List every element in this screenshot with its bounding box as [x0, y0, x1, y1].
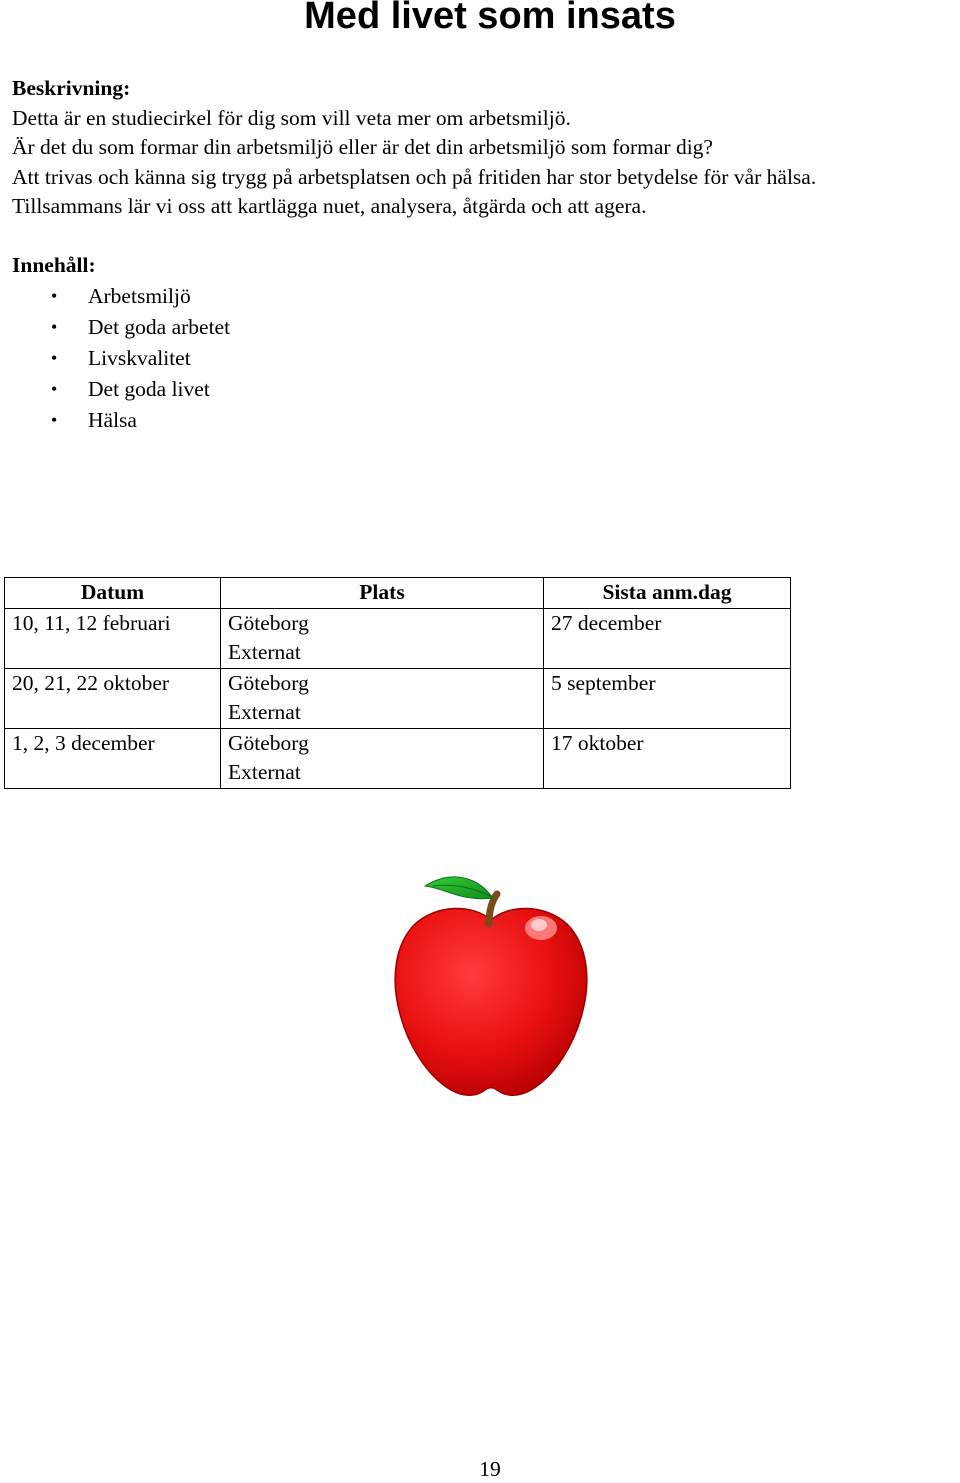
bullet-icon: •	[51, 379, 58, 399]
page-title: Med livet som insats	[304, 0, 676, 37]
cell-sista-anmdag: 17 oktober	[544, 728, 791, 788]
cell-plats	[221, 608, 544, 668]
cell-sista-anmdag: 5 september	[544, 668, 791, 728]
bullet-icon: •	[51, 286, 58, 306]
content-list	[12, 281, 230, 436]
list-item	[12, 374, 230, 405]
list-item	[12, 343, 230, 374]
table-row	[5, 608, 791, 668]
list-item	[12, 405, 230, 436]
description-line: Detta är en studiecirkel för dig som vill veta mer om arbetsmiljö.	[12, 105, 571, 130]
table-row	[5, 728, 791, 788]
list-item-label: Det goda arbetet	[88, 315, 231, 339]
content-heading: Innehåll:	[12, 253, 96, 277]
page-number: 19	[479, 1457, 501, 1481]
cell-datum: 1, 2, 3 december	[5, 728, 221, 788]
content-section	[12, 250, 230, 436]
list-item-label: Det goda livet	[88, 377, 210, 401]
table-header-row	[5, 578, 791, 609]
cell-sista-anmdag: 27 december	[544, 608, 791, 668]
list-item-label: Livskvalitet	[88, 346, 191, 370]
column-header-plats: Plats	[221, 578, 544, 609]
description-line: Att trivas och känna sig trygg på arbetsplatsen och på fritiden har stor betydelse för vår hälsa.	[12, 164, 817, 189]
bullet-icon: •	[51, 410, 58, 430]
column-header-datum: Datum	[5, 578, 221, 609]
plats-city: Göteborg	[228, 730, 309, 755]
list-item	[12, 312, 230, 343]
apple-leaf	[425, 877, 493, 899]
plats-city: Göteborg	[228, 670, 309, 695]
plats-type: Externat	[228, 640, 301, 664]
plats-city: Göteborg	[228, 610, 309, 635]
bullet-icon: •	[51, 348, 58, 368]
apple-body	[395, 908, 587, 1095]
cell-datum: 20, 21, 22 oktober	[5, 668, 221, 728]
description-heading: Beskrivning:	[12, 76, 131, 100]
apple-icon	[393, 868, 589, 1098]
list-item	[12, 281, 230, 312]
list-item-label: Hälsa	[88, 408, 137, 432]
cell-plats	[221, 728, 544, 788]
plats-type: Externat	[228, 700, 301, 724]
list-item-label: Arbetsmiljö	[88, 284, 191, 308]
description-line: Är det du som formar din arbetsmiljö eller är det din arbetsmiljö som formar dig?	[12, 135, 713, 159]
column-header-sista-anmdag: Sista anm.dag	[544, 578, 791, 609]
description-section	[12, 74, 957, 222]
cell-datum: 10, 11, 12 februari	[5, 608, 221, 668]
schedule-table	[4, 577, 791, 789]
plats-type: Externat	[228, 760, 301, 784]
description-line: Tillsammans lär vi oss att kartlägga nuet, analysera, åtgärda och att agera.	[12, 194, 647, 218]
bullet-icon: •	[51, 317, 58, 337]
table-row	[5, 668, 791, 728]
cell-plats	[221, 668, 544, 728]
